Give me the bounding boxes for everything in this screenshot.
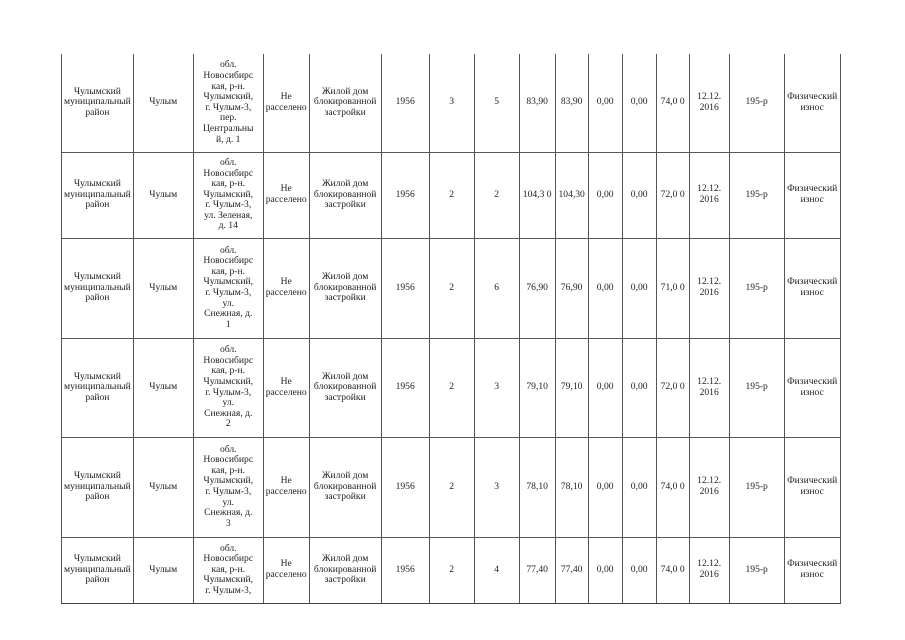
cell-apartments-text: 2 (494, 188, 500, 200)
cell-decision-date-text: 12.12. 2016 (697, 183, 722, 205)
table-row (62, 152, 841, 238)
cell-house-type (309, 437, 381, 537)
address-line: Новосибирс (203, 69, 254, 81)
cell-living-area-text: 79,10 (560, 381, 583, 393)
cell-apartments (474, 152, 519, 238)
cell-apartments (474, 338, 519, 437)
cell-year-text: 1956 (395, 381, 415, 393)
table-row (62, 437, 841, 537)
cell-apartments (474, 54, 519, 152)
cell-area-a-text: 0,00 (596, 281, 614, 293)
cell-status-text: Не расселено (265, 475, 307, 497)
cell-wear-percent-text: 74,0 0 (660, 563, 685, 575)
cell-living-area-text: 76,90 (560, 281, 583, 293)
cell-settlement-text: Чулым (149, 563, 178, 575)
cell-settlement-text: Чулым (149, 281, 178, 293)
address-line: Новосибирс (203, 553, 254, 565)
cell-wear-percent (656, 437, 689, 537)
cell-area-a (588, 152, 622, 238)
cell-decision-number (729, 338, 784, 437)
cell-municipality (62, 437, 134, 537)
cell-status (263, 338, 309, 437)
cell-area-b-text: 0,00 (630, 96, 648, 108)
address-line: Центральны (202, 122, 254, 134)
cell-settlement-text: Чулым (149, 381, 178, 393)
cell-apartments-text: 4 (494, 563, 500, 575)
cell-floors-text: 2 (449, 281, 455, 293)
cell-settlement (133, 537, 193, 603)
address-line: г. Чулым-3, (205, 584, 252, 596)
cell-decision-number (729, 152, 784, 238)
cell-wear-percent (656, 54, 689, 152)
cell-house-type-text: Жилой дом блокированной застройки (313, 370, 377, 403)
address-line: Новосибирс (203, 255, 254, 267)
table-row (62, 238, 841, 338)
cell-address (193, 437, 263, 537)
cell-apartments-text: 3 (494, 381, 500, 393)
cell-address (193, 338, 263, 437)
address-line: кая, р-н. (211, 464, 245, 476)
address-line: обл. (219, 156, 237, 168)
cell-wear-percent (656, 152, 689, 238)
cell-floors (429, 338, 474, 437)
cell-floors (429, 437, 474, 537)
cell-status-text: Не расселено (265, 91, 307, 113)
cell-area-a-text: 0,00 (596, 96, 614, 108)
cell-house-type (309, 338, 381, 437)
cell-total-area (519, 338, 555, 437)
cell-address (193, 238, 263, 338)
cell-reason-text: Физический износ (787, 558, 838, 580)
cell-decision-date-text: 12.12. 2016 (697, 558, 722, 580)
cell-living-area (555, 54, 588, 152)
cell-settlement-text: Чулым (149, 96, 178, 108)
cell-decision-date (689, 338, 729, 437)
cell-total-area-text: 83,90 (526, 96, 548, 108)
table-row (62, 54, 841, 152)
address-line: обл. (219, 59, 237, 71)
cell-house-type-text: Жилой дом блокированной застройки (313, 85, 377, 119)
cell-municipality (62, 338, 134, 437)
address-line: г. Чулым-3, (205, 287, 252, 298)
cell-area-b (622, 537, 656, 603)
cell-municipality-text: Чулымский муниципальный район (64, 370, 131, 403)
cell-settlement (133, 238, 193, 338)
cell-wear-percent (656, 238, 689, 338)
emergency-housing-table (61, 54, 841, 604)
table-row (62, 537, 841, 603)
cell-area-b (622, 152, 656, 238)
cell-floors (429, 54, 474, 152)
cell-living-area-text: 77,40 (560, 563, 583, 575)
address-line: Новосибирс (203, 454, 254, 466)
cell-reason-text: Физический износ (787, 475, 838, 497)
cell-settlement (133, 437, 193, 537)
address-line: Чулымский, (203, 91, 253, 103)
cell-year (381, 338, 429, 437)
table-body (62, 54, 841, 603)
cell-floors (429, 537, 474, 603)
cell-settlement-text: Чулым (149, 188, 178, 200)
cell-decision-date (689, 152, 729, 238)
address-line: г. Чулым-3, (205, 486, 252, 497)
cell-house-type-text: Жилой дом блокированной застройки (313, 553, 377, 586)
address-line: кая, р-н. (211, 80, 245, 92)
cell-year-text: 1956 (395, 563, 415, 575)
address-line: ул. (222, 496, 235, 508)
cell-total-area-text: 104,3 0 (522, 188, 552, 200)
cell-decision-date-text: 12.12. 2016 (697, 475, 722, 497)
cell-living-area (555, 537, 588, 603)
cell-municipality-text: Чулымский муниципальный район (64, 470, 131, 503)
address-line: ул. (222, 297, 235, 309)
address-line: обл. (219, 244, 237, 256)
address-line: кая, р-н. (211, 265, 245, 277)
address-line: Чулымский, (203, 475, 253, 487)
cell-decision-date-text: 12.12. 2016 (697, 91, 722, 113)
cell-total-area (519, 437, 555, 537)
cell-municipality-text: Чулымский муниципальный район (64, 553, 131, 586)
cell-decision-number (729, 54, 784, 152)
cell-living-area-text: 83,90 (560, 96, 583, 108)
address-line: Новосибирс (203, 354, 254, 366)
cell-house-type (309, 537, 381, 603)
cell-municipality (62, 54, 134, 152)
cell-status (263, 238, 309, 338)
cell-status-text: Не расселено (265, 375, 307, 398)
cell-decision-number (729, 537, 784, 603)
cell-area-a (588, 238, 622, 338)
cell-area-b-text: 0,00 (630, 480, 648, 492)
cell-total-area-text: 79,10 (526, 381, 548, 393)
cell-house-type-text: Жилой дом блокированной застройки (313, 470, 377, 503)
address-line: й, д. 1 (216, 133, 241, 145)
cell-year (381, 54, 429, 152)
cell-decision-number (729, 238, 784, 338)
cell-area-a (588, 338, 622, 437)
address-line: Чулымский, (203, 188, 253, 200)
cell-municipality (62, 537, 134, 603)
cell-year (381, 238, 429, 338)
address-line: 3 (225, 517, 231, 529)
cell-wear-percent (656, 338, 689, 437)
cell-area-a-text: 0,00 (596, 563, 614, 575)
address-line: обл. (219, 344, 237, 356)
cell-municipality (62, 152, 134, 238)
cell-status-text: Не расселено (265, 183, 307, 205)
cell-area-a-text: 0,00 (596, 381, 614, 393)
cell-area-a (588, 437, 622, 537)
cell-reason-text: Физический износ (787, 91, 838, 113)
cell-living-area (555, 152, 588, 238)
cell-floors-text: 2 (449, 381, 455, 393)
address-line: ул. (222, 397, 235, 409)
cell-living-area (555, 338, 588, 437)
cell-decision-number-text: 195-р (745, 563, 768, 575)
address-line: Снежная, д. (204, 407, 253, 419)
cell-decision-number (729, 437, 784, 537)
address-line: д. 14 (218, 220, 238, 232)
cell-decision-number-text: 195-р (745, 281, 768, 293)
cell-area-b (622, 54, 656, 152)
address-line: обл. (219, 443, 237, 455)
cell-municipality-text: Чулымский муниципальный район (64, 178, 131, 211)
cell-total-area-text: 78,10 (526, 480, 548, 492)
cell-decision-date (689, 437, 729, 537)
address-line: Чулымский, (203, 276, 253, 288)
cell-house-type (309, 54, 381, 152)
cell-floors-text: 3 (449, 96, 455, 108)
cell-floors-text: 2 (449, 563, 455, 575)
cell-decision-date-text: 12.12. 2016 (697, 375, 722, 398)
cell-settlement (133, 54, 193, 152)
cell-total-area (519, 54, 555, 152)
address-line: обл. (219, 542, 237, 554)
cell-decision-date (689, 238, 729, 338)
cell-house-type-text: Жилой дом блокированной застройки (313, 178, 377, 211)
cell-floors-text: 2 (449, 188, 455, 200)
address-line: пер. (219, 112, 237, 124)
cell-area-b (622, 437, 656, 537)
cell-municipality-text: Чулымский муниципальный район (64, 85, 131, 119)
cell-apartments-text: 5 (494, 96, 500, 108)
cell-decision-number-text: 195-р (745, 381, 768, 393)
cell-apartments-text: 6 (494, 281, 500, 293)
cell-year (381, 152, 429, 238)
cell-area-a (588, 54, 622, 152)
cell-municipality-text: Чулымский муниципальный район (64, 271, 131, 304)
cell-wear-percent-text: 74,0 0 (660, 480, 685, 492)
cell-house-type-text: Жилой дом блокированной застройки (313, 271, 377, 304)
cell-municipality (62, 238, 134, 338)
cell-area-b-text: 0,00 (630, 188, 648, 200)
cell-year-text: 1956 (395, 281, 415, 293)
cell-living-area (555, 437, 588, 537)
address-line: г. Чулым-3, (205, 386, 252, 398)
address-line: г. Чулым-3, (205, 101, 252, 113)
cell-reason (784, 338, 840, 437)
address-line: Снежная, д. (204, 507, 253, 519)
address-line: кая, р-н. (211, 563, 245, 575)
cell-area-b-text: 0,00 (630, 563, 648, 575)
cell-status (263, 152, 309, 238)
cell-wear-percent-text: 71,0 0 (660, 281, 685, 293)
cell-total-area (519, 152, 555, 238)
cell-status (263, 437, 309, 537)
cell-address (193, 152, 263, 238)
address-line: ул. Зеленая, (204, 209, 253, 221)
cell-apartments-text: 3 (494, 480, 500, 492)
cell-address (193, 54, 263, 152)
cell-living-area-text: 104,30 (558, 188, 585, 200)
cell-area-a-text: 0,00 (596, 480, 614, 492)
cell-area-a (588, 537, 622, 603)
cell-wear-percent-text: 74,0 0 (660, 96, 685, 108)
cell-decision-date (689, 54, 729, 152)
address-line: 1 (225, 318, 231, 330)
cell-status (263, 54, 309, 152)
cell-total-area-text: 76,90 (526, 281, 548, 293)
cell-decision-date (689, 537, 729, 603)
address-line: кая, р-н. (211, 178, 245, 190)
cell-area-b (622, 338, 656, 437)
cell-settlement (133, 338, 193, 437)
address-line: г. Чулым-3, (205, 199, 252, 211)
cell-reason (784, 238, 840, 338)
cell-total-area-text: 77,40 (526, 563, 548, 575)
cell-living-area (555, 238, 588, 338)
cell-apartments (474, 238, 519, 338)
cell-total-area (519, 238, 555, 338)
cell-decision-number-text: 195-р (745, 188, 768, 200)
cell-wear-percent-text: 72,0 0 (660, 381, 685, 393)
cell-settlement-text: Чулым (149, 480, 178, 492)
address-line: Новосибирс (203, 167, 254, 179)
cell-floors-text: 2 (449, 480, 455, 492)
address-line: кая, р-н. (211, 365, 245, 377)
address-line: Снежная, д. (204, 308, 253, 320)
cell-reason-text: Физический износ (787, 183, 838, 205)
cell-wear-percent-text: 72,0 0 (660, 188, 685, 200)
cell-decision-number-text: 195-р (745, 96, 768, 108)
address-line: Чулымский, (203, 375, 253, 387)
cell-reason-text: Физический износ (787, 375, 838, 398)
cell-status-text: Не расселено (265, 558, 307, 580)
cell-year-text: 1956 (395, 480, 415, 492)
cell-area-b-text: 0,00 (630, 381, 648, 393)
cell-wear-percent (656, 537, 689, 603)
cell-status-text: Не расселено (265, 276, 307, 298)
cell-decision-number-text: 195-р (745, 480, 768, 492)
cell-living-area-text: 78,10 (560, 480, 583, 492)
cell-address (193, 537, 263, 603)
cell-house-type (309, 152, 381, 238)
cell-area-a-text: 0,00 (596, 188, 614, 200)
address-line: Чулымский, (203, 574, 253, 586)
cell-apartments (474, 537, 519, 603)
cell-total-area (519, 537, 555, 603)
cell-year (381, 537, 429, 603)
cell-year (381, 437, 429, 537)
cell-year-text: 1956 (395, 96, 415, 108)
cell-apartments (474, 437, 519, 537)
cell-area-b (622, 238, 656, 338)
cell-house-type (309, 238, 381, 338)
cell-settlement (133, 152, 193, 238)
cell-floors (429, 152, 474, 238)
cell-reason (784, 54, 840, 152)
cell-floors (429, 238, 474, 338)
address-line: 2 (225, 418, 231, 430)
cell-decision-date-text: 12.12. 2016 (697, 276, 722, 298)
cell-reason (784, 437, 840, 537)
table-row (62, 338, 841, 437)
cell-status (263, 537, 309, 603)
cell-reason (784, 537, 840, 603)
cell-reason-text: Физический износ (787, 276, 838, 298)
cell-reason (784, 152, 840, 238)
cell-area-b-text: 0,00 (630, 281, 648, 293)
cell-year-text: 1956 (395, 188, 415, 200)
